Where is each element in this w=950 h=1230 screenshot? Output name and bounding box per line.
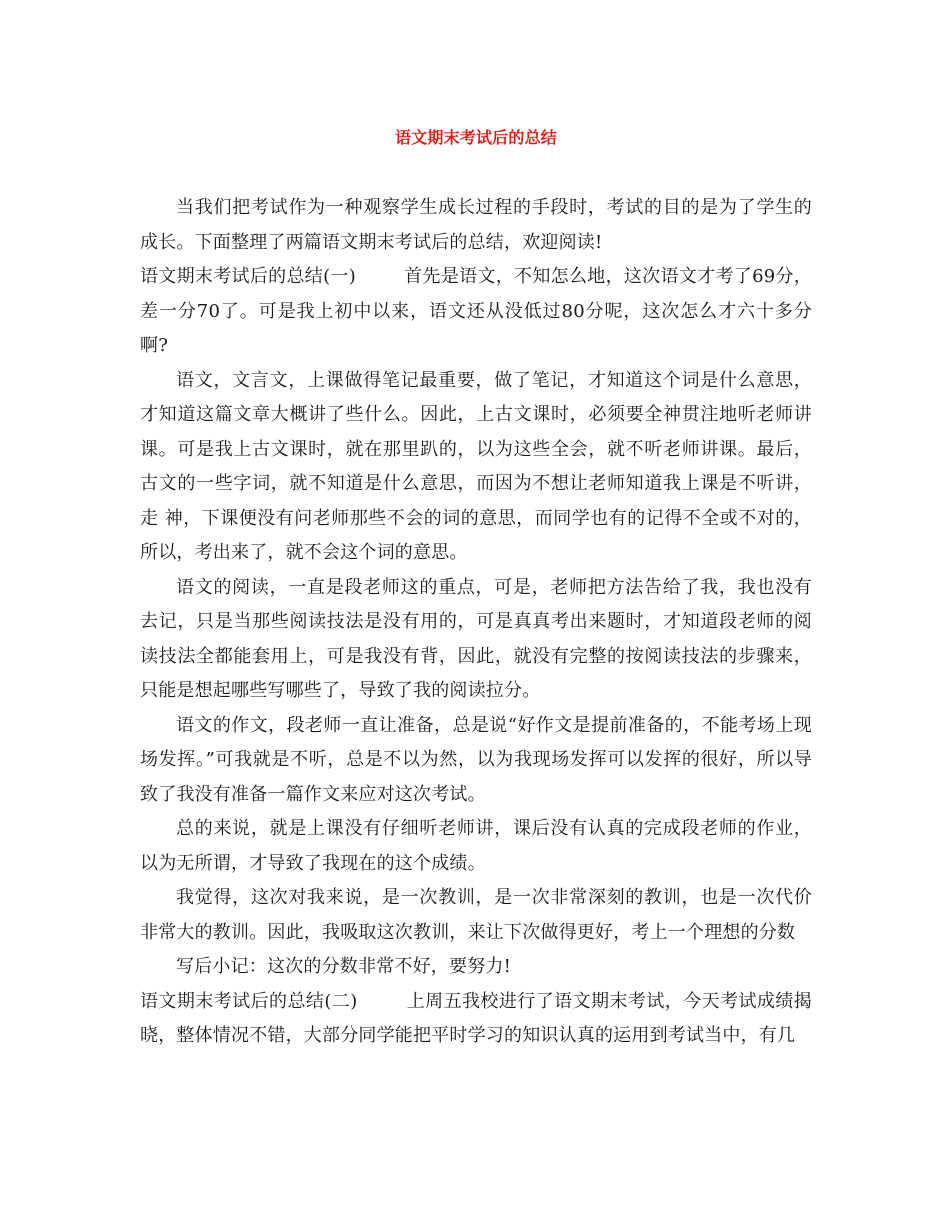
paragraph-text: 上周五我校进行了语文期末考试，今天考试成绩揭晓，整体情况不错，大部分同学能把平时学习的知识认真的运用到考试当中，有几 — [140, 990, 812, 1046]
paragraph-text: 我觉得，这次对我来说，是一次教训，是一次非常深刻的教训，也是一次代价非常大的教训。因此，我吸取这次教训，来让下次做得更好，考上一个理想的分数 — [140, 887, 812, 943]
paragraph — [140, 571, 812, 709]
section-heading: 语文期末考试后的总结(二) — [140, 990, 358, 1012]
paragraph-text: 语文的作文，段老师一直让准备，总是说“好作文是提前准备的，不能考场上现场发挥。”可我就是不听，总是不以为然，以为我现场发挥可以发挥的很好，所以导致了我没有准备一篇作文来应对这次考试。 — [140, 714, 812, 805]
paragraph-text: 语文的阅读，一直是段老师这的重点，可是，老师把方法告给了我，我也没有去记，只是当那些阅读技法是没有用的，可是真真考出来题时，才知道段老师的阅读技法全都能套用上，可是我没有背，因此，就没有完整的按阅读技法的步骤来，只能是想起哪些写哪些了，导致了我的阅读拉分。 — [140, 576, 812, 701]
section-paragraph-1 — [140, 260, 812, 364]
section-paragraph-2 — [140, 985, 812, 1054]
paragraph-text: 当我们把考试作为一种观察学生成长过程的手段时，考试的目的是为了学生的成长。下面整理了两篇语文期末考试后的总结，欢迎阅读! — [140, 197, 812, 253]
paragraph — [140, 881, 812, 950]
section-heading: 语文期末考试后的总结(一) — [140, 266, 356, 287]
paragraph-text: 写后小记：这次的分数非常不好，要努力! — [176, 956, 512, 977]
paragraph — [140, 812, 812, 881]
paragraph — [140, 364, 812, 571]
paragraph-postscript — [140, 950, 812, 985]
document-body — [140, 191, 812, 1054]
paragraph — [140, 709, 812, 813]
paragraph-intro — [140, 191, 812, 260]
paragraph-text: 首先是语文，不知怎么地，这次语文才考了69分，差一分70了。可是我上初中以来，语文还从没低过80分呢，这次怎么才六十多分啊? — [140, 266, 812, 356]
paragraph-text: 总的来说，就是上课没有仔细听老师讲，课后没有认真的完成段老师的作业，以为无所谓，才导致了我现在的这个成绩。 — [140, 818, 812, 874]
document-title: 语文期末考试后的总结 — [394, 128, 557, 147]
paragraph-text: 语文，文言文，上课做得笔记最重要，做了笔记，才知道这个词是什么意思，才知道这篇文章大概讲了些什么。因此，上古文课时，必须要全神贯注地听老师讲课。可是我上古文课时，就在那里趴的，以为这些全会，就不听老师讲课。最后，古文的一些字词，就不知道是什么意思，而因为不想让老师知道我上课是不听讲，走 神，下课便没有问老师那些不会的词的意思，而同学也有的记得不全或不对的，所以，考出来了，就不会这个词的意思。 — [140, 369, 812, 563]
